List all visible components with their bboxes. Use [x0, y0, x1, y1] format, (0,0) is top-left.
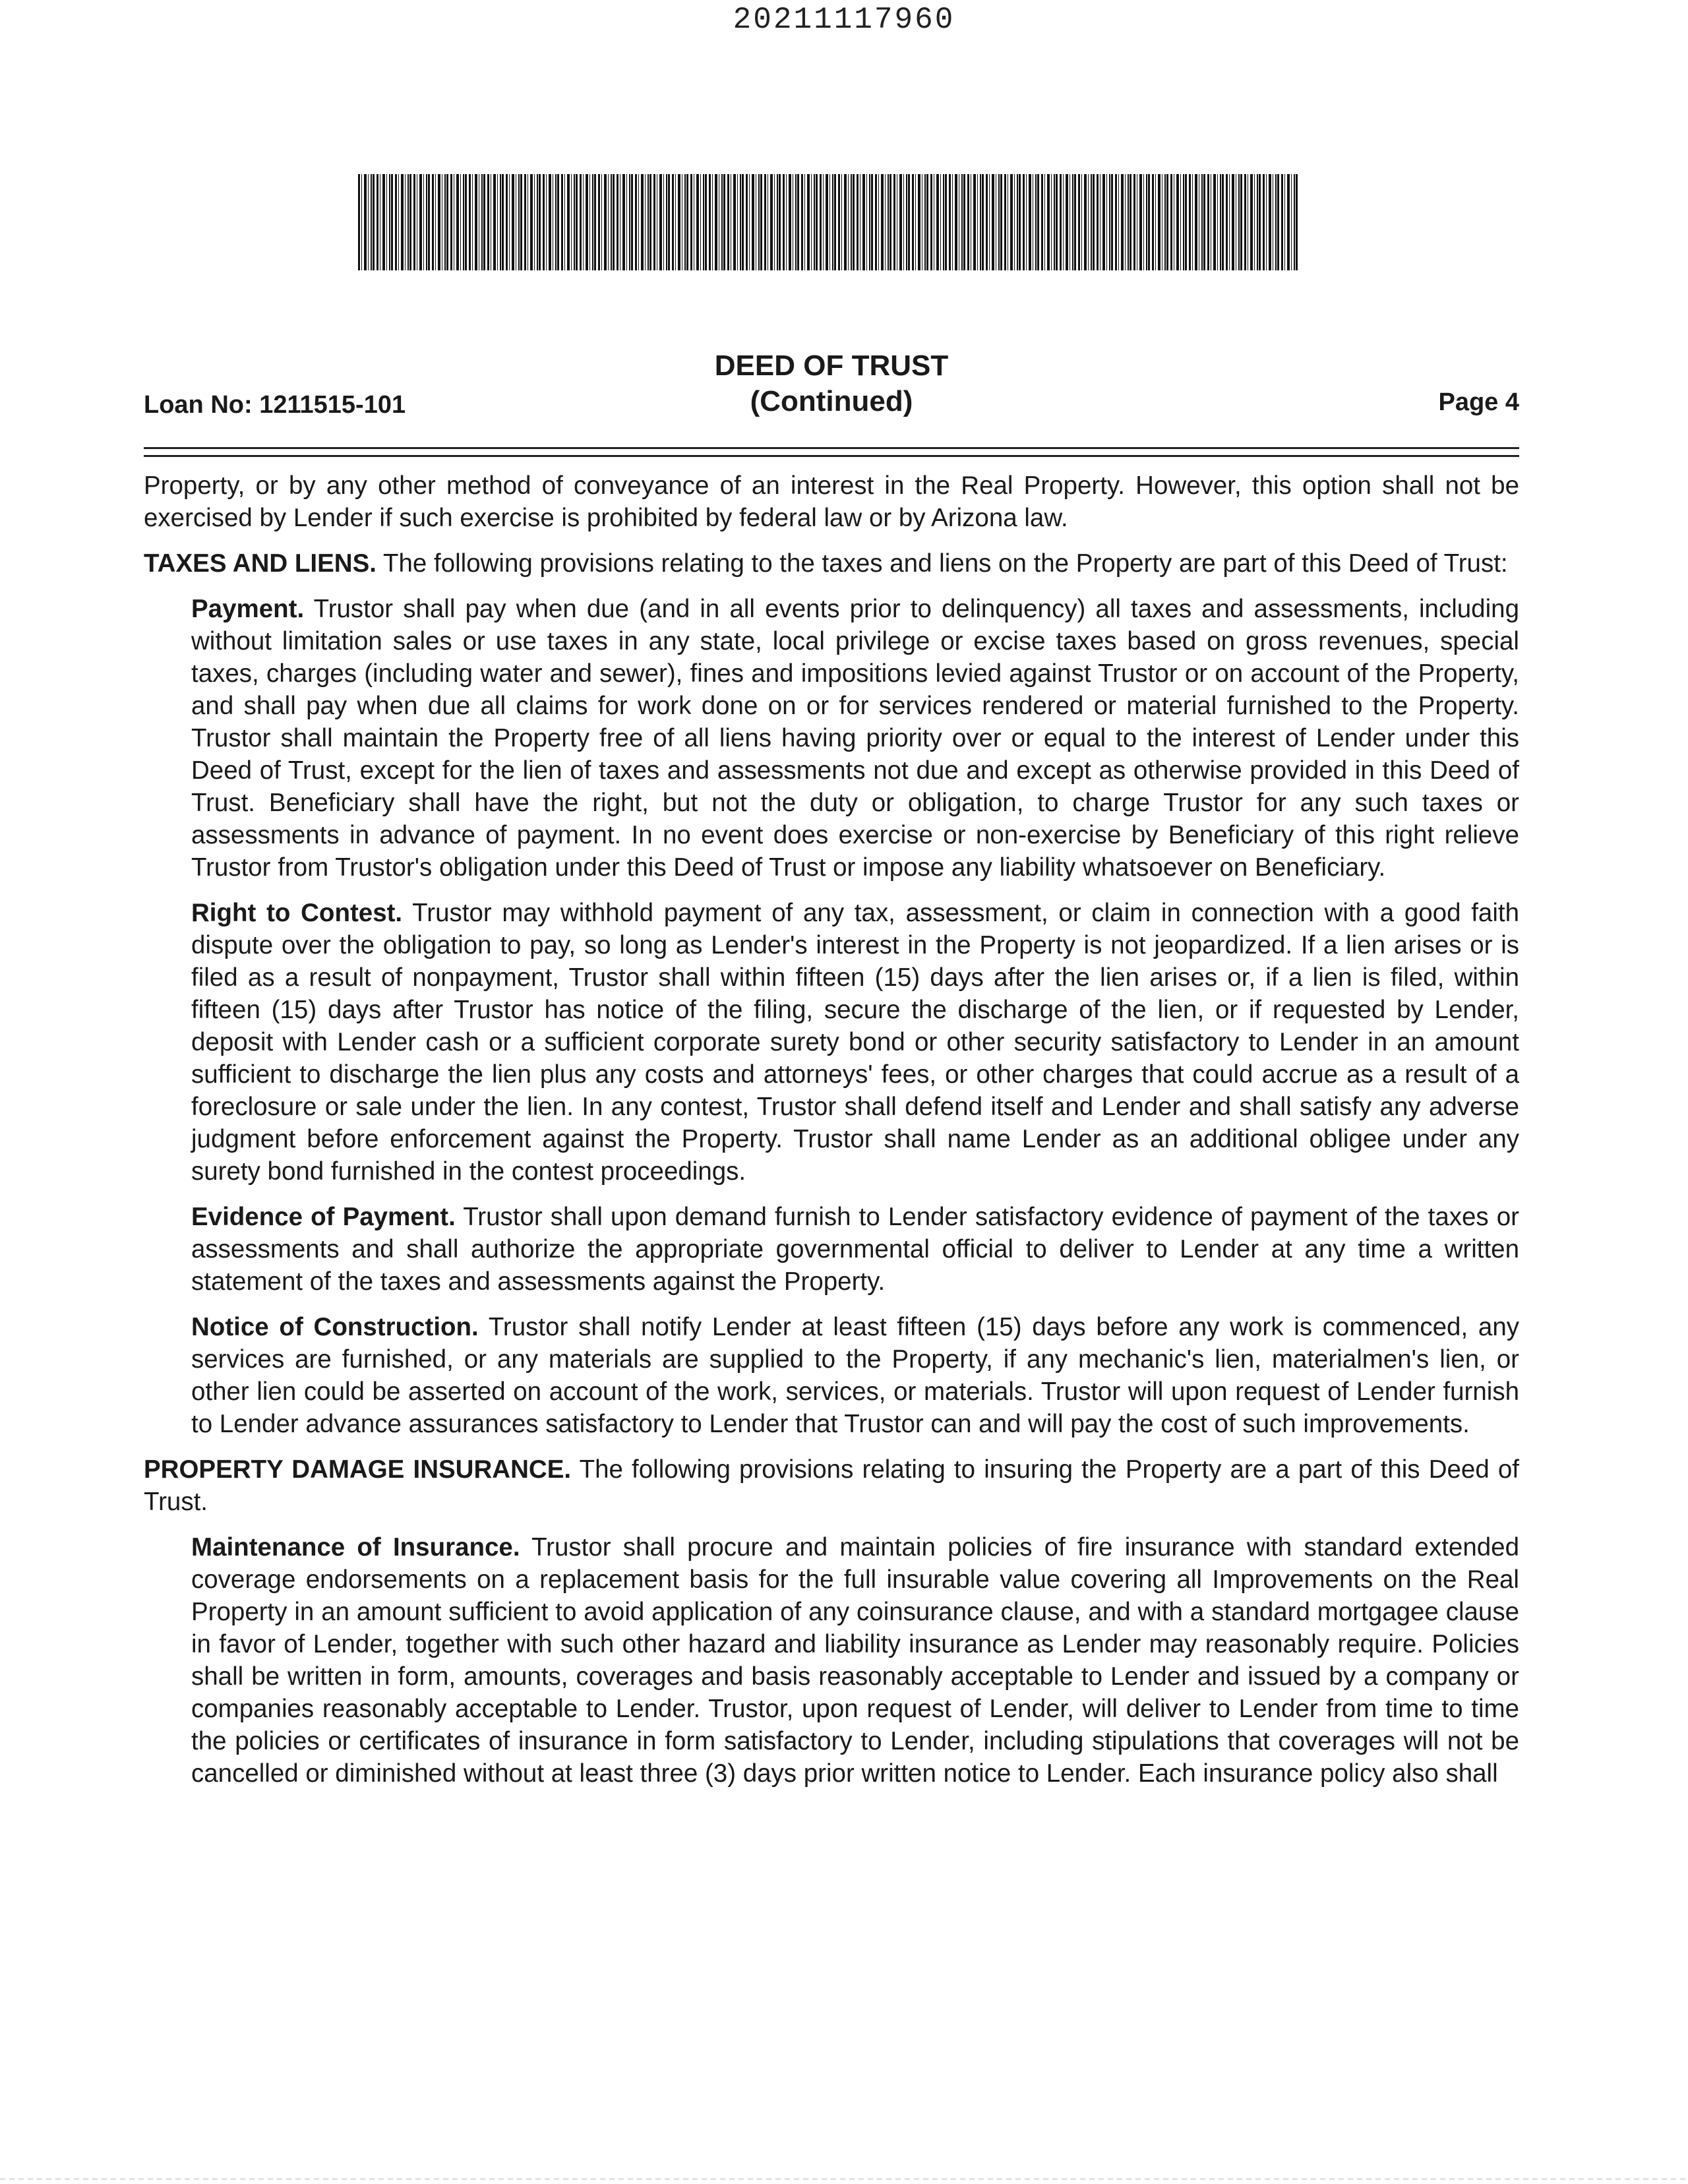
evidence-heading: Evidence of Payment. [191, 1203, 456, 1231]
taxes-section [144, 547, 1519, 580]
payment-heading: Payment. [191, 595, 305, 623]
header-rule-top [144, 447, 1519, 449]
subtitle: (Continued) [750, 385, 913, 417]
intro-paragraph: Property, or by any other method of conveyance of an interest in the Real Property. However, this option shall not be exercised by Lender if such exercise is prohibited by federal law or by Arizona law. [144, 471, 1519, 532]
contest-clause [191, 897, 1519, 1188]
maintenance-clause [191, 1531, 1519, 1790]
insurance-text: The following provisions relating to insuring the Property are a part of this Deed of Trust. [144, 1455, 1519, 1516]
evidence-text: Trustor shall upon demand furnish to Lender satisfactory evidence of payment of the taxes or assessments and shall authorize the appropriate governmental official to deliver to Lender at any time a written statement of the taxes and assessments against the Property. [191, 1203, 1519, 1296]
recording-barcode [358, 174, 1298, 270]
title: DEED OF TRUST [714, 349, 949, 382]
payment-clause [191, 593, 1519, 884]
header-rule-bottom [144, 455, 1519, 457]
recording-number: 20211117960 [733, 3, 955, 37]
document-body [144, 470, 1519, 1803]
maintenance-heading: Maintenance of Insurance. [191, 1533, 520, 1562]
evidence-clause [191, 1201, 1519, 1298]
loan-label: Loan No: [144, 391, 253, 419]
contest-heading: Right to Contest. [191, 899, 403, 927]
loan-number: 1211515-101 [259, 391, 406, 419]
document-title [144, 348, 1519, 419]
page-number: Page 4 [1438, 388, 1519, 416]
page-header [144, 343, 1519, 429]
notice-text: Trustor shall notify Lender at least fifteen (15) days before any work is commenced, any services are furnished, or any materials are supplied to the Property, if any mechanic's lien, materialmen's lien, or other lien could be asserted on account of the work, services, or materials. Trustor will upon request of Lender furnish to Lender advance assurances satisfactory to Lender that Trustor can and will pay the cost of such improvements. [191, 1313, 1520, 1438]
taxes-heading: TAXES AND LIENS. [144, 549, 377, 578]
insurance-section [144, 1453, 1519, 1518]
notice-heading: Notice of Construction. [191, 1313, 479, 1341]
contest-text: Trustor may withhold payment of any tax, assessment, or claim in connection with a good faith dispute over the obligation to pay, so long as Lender's interest in the Property is not jeopardized. If a lien arises or is filed as a result of nonpayment, Trustor shall within fifteen (15) days after the lien arises or, if a lien is filed, within fifteen (15) days after Trustor has notice of the filing, secure the discharge of the lien, or if requested by Lender, deposit with Lender cash or a sufficient corporate surety bond or other security satisfactory to Lender in an amount sufficient to discharge the lien plus any costs and attorneys' fees, or other charges that could accrue as a result of a foreclosure or sale under the lien. In any contest, Trustor shall defend itself and Lender and shall satisfy any adverse judgment before enforcement against the Property. Trustor shall name Lender as an additional obligee under any surety bond furnished in the contest proceedings. [191, 899, 1519, 1186]
taxes-text: The following provisions relating to the taxes and liens on the Property are part of this Deed of Trust: [382, 549, 1508, 578]
insurance-heading: PROPERTY DAMAGE INSURANCE. [144, 1455, 572, 1484]
scan-edge-artifact [0, 2178, 1688, 2180]
maintenance-text: Trustor shall procure and maintain policies of fire insurance with standard extended coverage endorsements on a replacement basis for the full insurable value covering all Improvements on the Real Property in an amount sufficient to avoid application of any coinsurance clause, and with a standard mortgagee clause in favor of Lender, together with such other hazard and liability insurance as Lender may reasonably require. Policies shall be written in form, amounts, coverages and basis reasonably acceptable to Lender and issued by a company or companies reasonably acceptable to Lender. Trustor, upon request of Lender, will deliver to Lender from time to time the policies or certificates of insurance in form satisfactory to Lender, including stipulations that coverages will not be cancelled or diminished without at least three (3) days prior written notice to Lender. Each insurance policy also shall [191, 1533, 1519, 1788]
notice-clause [191, 1311, 1519, 1440]
payment-text: Trustor shall pay when due (and in all events prior to delinquency) all taxes and assessments, including without limitation sales or use taxes in any state, local privilege or excise taxes based on gross revenues, special taxes, charges (including water and sewer), fines and impositions levied against Trustor or on account of the Property, and shall pay when due all claims for work done on or for services rendered or material furnished to the Property. Trustor shall maintain the Property free of all liens having priority over or equal to the interest of Lender under this Deed of Trust, except for the lien of taxes and assessments not due and except as otherwise provided in this Deed of Trust. Beneficiary shall have the right, but not the duty or obligation, to charge Trustor for any such taxes or assessments in advance of payment. In no event does exercise or non-exercise by Beneficiary of this right relieve Trustor from Trustor's obligation under this Deed of Trust or impose any liability whatsoever on Beneficiary. [191, 595, 1519, 882]
